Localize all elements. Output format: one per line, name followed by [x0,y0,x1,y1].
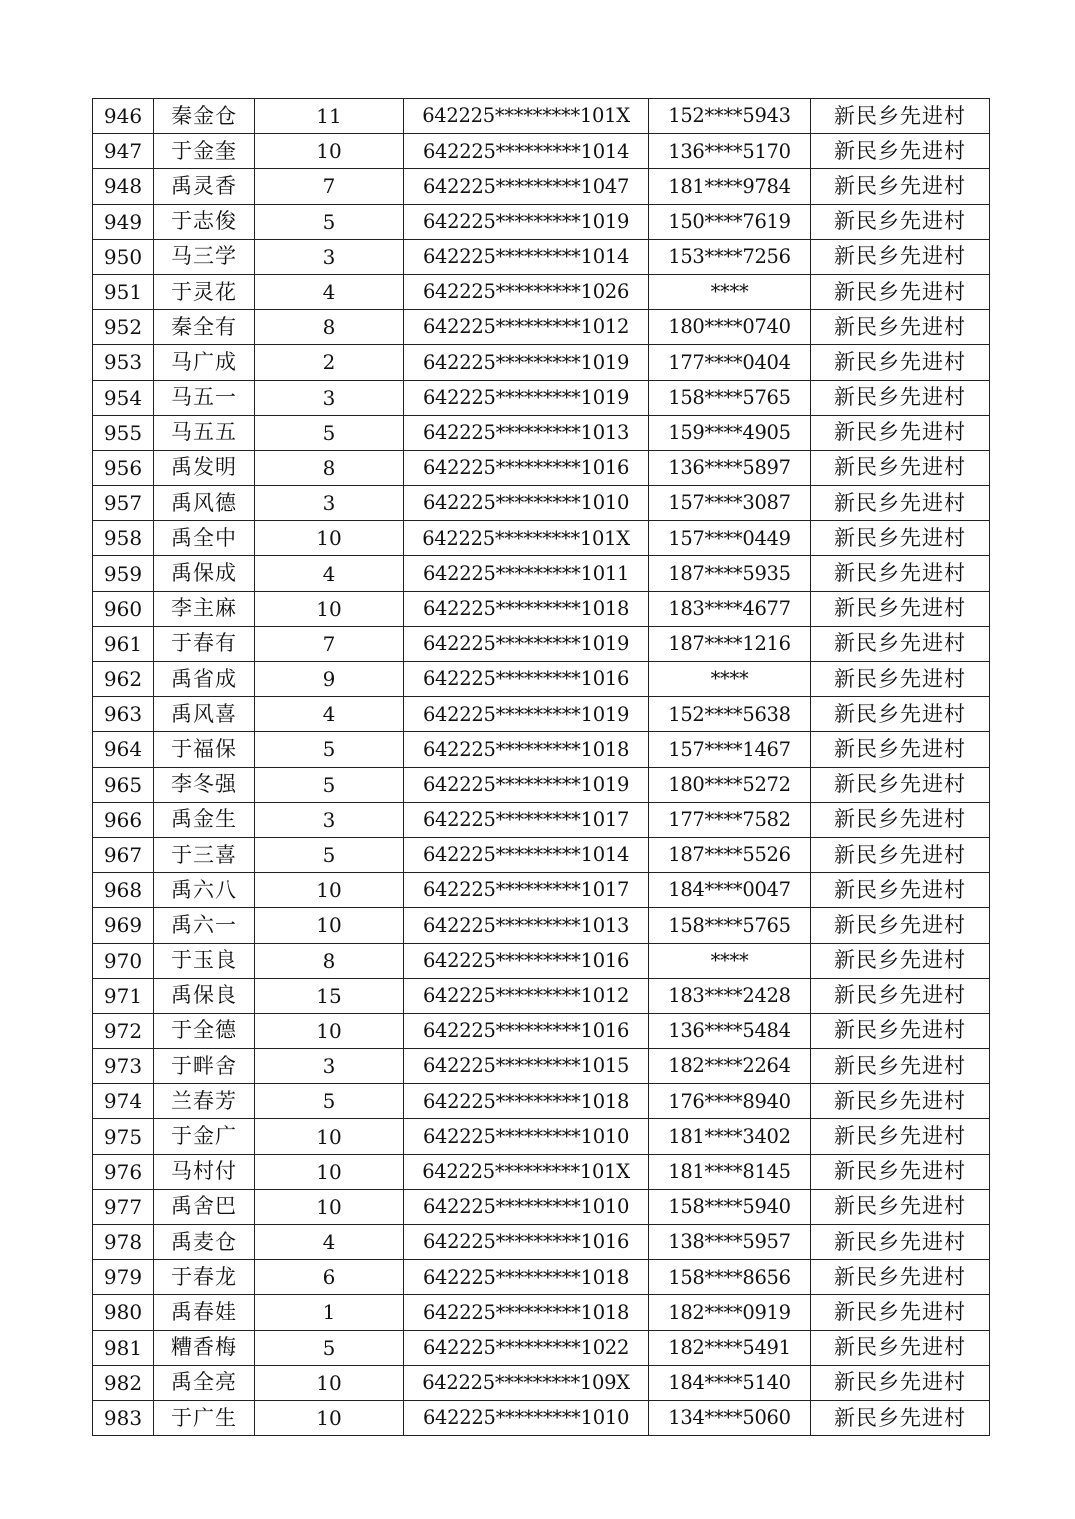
id-number-cell: 642225*********1016 [404,450,649,485]
count-cell: 10 [255,521,404,556]
phone-cell: 136****5484 [649,1013,811,1048]
phone-cell: 136****5897 [649,450,811,485]
phone-cell: 157****3087 [649,486,811,521]
table-row [93,521,990,556]
table-row [93,1260,990,1295]
count-cell: 5 [255,1084,404,1119]
row-number-cell: 983 [93,1400,154,1435]
id-number-cell: 642225*********1018 [404,1084,649,1119]
phone-cell: 158****5940 [649,1189,811,1224]
name-cell: 禹灵香 [154,169,255,204]
name-cell: 禹金生 [154,802,255,837]
table-row [93,1049,990,1084]
count-cell: 15 [255,978,404,1013]
phone-cell: 187****5935 [649,556,811,591]
count-cell: 4 [255,1225,404,1260]
village-cell: 新民乡先进村 [811,450,990,485]
row-number-cell: 951 [93,274,154,309]
count-cell: 10 [255,1119,404,1154]
id-number-cell: 642225*********1018 [404,1295,649,1330]
id-number-cell: 642225*********1012 [404,310,649,345]
id-number-cell: 642225*********1047 [404,169,649,204]
phone-cell: 177****7582 [649,802,811,837]
id-number-cell: 642225*********1013 [404,415,649,450]
name-cell: 于玉良 [154,943,255,978]
id-number-cell: 642225*********1013 [404,908,649,943]
village-cell: 新民乡先进村 [811,310,990,345]
id-number-cell: 642225*********1018 [404,1260,649,1295]
table-row [93,450,990,485]
row-number-cell: 957 [93,486,154,521]
name-cell: 糟香梅 [154,1330,255,1365]
table-row [93,134,990,169]
count-cell: 10 [255,1365,404,1400]
name-cell: 于春有 [154,626,255,661]
table-row [93,591,990,626]
phone-cell: 187****5526 [649,837,811,872]
id-number-cell: 642225*********101X [404,1154,649,1189]
id-number-cell: 642225*********1014 [404,837,649,872]
table-row [93,873,990,908]
name-cell: 于金广 [154,1119,255,1154]
table-row [93,732,990,767]
table-row [93,169,990,204]
village-cell: 新民乡先进村 [811,274,990,309]
village-cell: 新民乡先进村 [811,380,990,415]
row-number-cell: 971 [93,978,154,1013]
village-cell: 新民乡先进村 [811,486,990,521]
phone-cell: 157****0449 [649,521,811,556]
count-cell: 3 [255,486,404,521]
phone-cell: 150****7619 [649,204,811,239]
phone-cell: **** [649,274,811,309]
row-number-cell: 977 [93,1189,154,1224]
phone-cell: 152****5638 [649,697,811,732]
id-number-cell: 642225*********1011 [404,556,649,591]
id-number-cell: 642225*********1010 [404,486,649,521]
table-row [93,943,990,978]
count-cell: 11 [255,99,404,134]
village-cell: 新民乡先进村 [811,99,990,134]
count-cell: 6 [255,1260,404,1295]
table-row [93,1365,990,1400]
village-cell: 新民乡先进村 [811,204,990,239]
count-cell: 5 [255,1330,404,1365]
id-number-cell: 642225*********101X [404,521,649,556]
id-number-cell: 642225*********1010 [404,1119,649,1154]
phone-cell: **** [649,662,811,697]
village-cell: 新民乡先进村 [811,1154,990,1189]
name-cell: 禹风喜 [154,697,255,732]
id-number-cell: 642225*********1016 [404,662,649,697]
count-cell: 10 [255,1400,404,1435]
roster-table [92,98,990,1436]
name-cell: 禹六一 [154,908,255,943]
count-cell: 10 [255,908,404,943]
phone-cell: **** [649,943,811,978]
count-cell: 5 [255,204,404,239]
row-number-cell: 960 [93,591,154,626]
name-cell: 秦金仓 [154,99,255,134]
village-cell: 新民乡先进村 [811,239,990,274]
row-number-cell: 981 [93,1330,154,1365]
phone-cell: 180****5272 [649,767,811,802]
village-cell: 新民乡先进村 [811,626,990,661]
village-cell: 新民乡先进村 [811,345,990,380]
row-number-cell: 968 [93,873,154,908]
id-number-cell: 642225*********1010 [404,1400,649,1435]
table-row [93,274,990,309]
row-number-cell: 952 [93,310,154,345]
phone-cell: 181****9784 [649,169,811,204]
name-cell: 于广生 [154,1400,255,1435]
phone-cell: 134****5060 [649,1400,811,1435]
id-number-cell: 642225*********1017 [404,873,649,908]
table-row [93,1154,990,1189]
name-cell: 马广成 [154,345,255,380]
table-row [93,1330,990,1365]
name-cell: 于春龙 [154,1260,255,1295]
table-row [93,1189,990,1224]
count-cell: 8 [255,943,404,978]
name-cell: 于灵花 [154,274,255,309]
table-row [93,486,990,521]
row-number-cell: 970 [93,943,154,978]
table-row [93,380,990,415]
count-cell: 8 [255,310,404,345]
name-cell: 于畔舍 [154,1049,255,1084]
id-number-cell: 642225*********101X [404,99,649,134]
count-cell: 10 [255,591,404,626]
village-cell: 新民乡先进村 [811,1225,990,1260]
name-cell: 禹麦仓 [154,1225,255,1260]
row-number-cell: 953 [93,345,154,380]
row-number-cell: 966 [93,802,154,837]
table-row [93,697,990,732]
name-cell: 禹保成 [154,556,255,591]
row-number-cell: 963 [93,697,154,732]
count-cell: 10 [255,1013,404,1048]
row-number-cell: 962 [93,662,154,697]
table-row [93,204,990,239]
name-cell: 禹六八 [154,873,255,908]
id-number-cell: 642225*********1017 [404,802,649,837]
id-number-cell: 642225*********1016 [404,943,649,978]
phone-cell: 138****5957 [649,1225,811,1260]
count-cell: 3 [255,802,404,837]
row-number-cell: 975 [93,1119,154,1154]
phone-cell: 153****7256 [649,239,811,274]
name-cell: 禹春娃 [154,1295,255,1330]
phone-cell: 158****8656 [649,1260,811,1295]
name-cell: 李主麻 [154,591,255,626]
row-number-cell: 973 [93,1049,154,1084]
name-cell: 于全德 [154,1013,255,1048]
row-number-cell: 961 [93,626,154,661]
id-number-cell: 642225*********1018 [404,591,649,626]
phone-cell: 184****0047 [649,873,811,908]
row-number-cell: 972 [93,1013,154,1048]
phone-cell: 157****1467 [649,732,811,767]
name-cell: 禹风德 [154,486,255,521]
row-number-cell: 950 [93,239,154,274]
table-row [93,837,990,872]
id-number-cell: 642225*********1016 [404,1013,649,1048]
table-row [93,767,990,802]
phone-cell: 182****5491 [649,1330,811,1365]
id-number-cell: 642225*********1012 [404,978,649,1013]
count-cell: 7 [255,169,404,204]
phone-cell: 184****5140 [649,1365,811,1400]
row-number-cell: 978 [93,1225,154,1260]
name-cell: 禹省成 [154,662,255,697]
row-number-cell: 954 [93,380,154,415]
row-number-cell: 964 [93,732,154,767]
village-cell: 新民乡先进村 [811,697,990,732]
table-row [93,1119,990,1154]
row-number-cell: 959 [93,556,154,591]
name-cell: 禹舍巴 [154,1189,255,1224]
village-cell: 新民乡先进村 [811,556,990,591]
village-cell: 新民乡先进村 [811,943,990,978]
count-cell: 4 [255,697,404,732]
row-number-cell: 980 [93,1295,154,1330]
phone-cell: 180****0740 [649,310,811,345]
row-number-cell: 956 [93,450,154,485]
village-cell: 新民乡先进村 [811,732,990,767]
id-number-cell: 642225*********109X [404,1365,649,1400]
village-cell: 新民乡先进村 [811,1119,990,1154]
village-cell: 新民乡先进村 [811,873,990,908]
village-cell: 新民乡先进村 [811,134,990,169]
village-cell: 新民乡先进村 [811,1260,990,1295]
phone-cell: 183****2428 [649,978,811,1013]
village-cell: 新民乡先进村 [811,415,990,450]
phone-cell: 158****5765 [649,908,811,943]
row-number-cell: 974 [93,1084,154,1119]
phone-cell: 182****0919 [649,1295,811,1330]
count-cell: 4 [255,274,404,309]
id-number-cell: 642225*********1026 [404,274,649,309]
table-row [93,1013,990,1048]
row-number-cell: 955 [93,415,154,450]
id-number-cell: 642225*********1019 [404,697,649,732]
row-number-cell: 947 [93,134,154,169]
phone-cell: 176****8940 [649,1084,811,1119]
table-row [93,626,990,661]
village-cell: 新民乡先进村 [811,978,990,1013]
phone-cell: 159****4905 [649,415,811,450]
phone-cell: 158****5765 [649,380,811,415]
count-cell: 3 [255,1049,404,1084]
count-cell: 5 [255,767,404,802]
count-cell: 8 [255,450,404,485]
table-row [93,415,990,450]
id-number-cell: 642225*********1019 [404,626,649,661]
count-cell: 5 [255,837,404,872]
village-cell: 新民乡先进村 [811,169,990,204]
row-number-cell: 967 [93,837,154,872]
name-cell: 兰春芳 [154,1084,255,1119]
count-cell: 3 [255,239,404,274]
count-cell: 10 [255,1189,404,1224]
count-cell: 10 [255,134,404,169]
table-row [93,1295,990,1330]
name-cell: 于志俊 [154,204,255,239]
table-row [93,556,990,591]
village-cell: 新民乡先进村 [811,1330,990,1365]
count-cell: 10 [255,1154,404,1189]
village-cell: 新民乡先进村 [811,767,990,802]
name-cell: 禹全亮 [154,1365,255,1400]
name-cell: 于金奎 [154,134,255,169]
table-row [93,1225,990,1260]
village-cell: 新民乡先进村 [811,1013,990,1048]
row-number-cell: 958 [93,521,154,556]
name-cell: 于三喜 [154,837,255,872]
name-cell: 秦全有 [154,310,255,345]
id-number-cell: 642225*********1014 [404,239,649,274]
id-number-cell: 642225*********1019 [404,204,649,239]
row-number-cell: 965 [93,767,154,802]
count-cell: 1 [255,1295,404,1330]
id-number-cell: 642225*********1022 [404,1330,649,1365]
row-number-cell: 946 [93,99,154,134]
id-number-cell: 642225*********1019 [404,767,649,802]
id-number-cell: 642225*********1010 [404,1189,649,1224]
id-number-cell: 642225*********1015 [404,1049,649,1084]
count-cell: 5 [255,415,404,450]
phone-cell: 187****1216 [649,626,811,661]
id-number-cell: 642225*********1016 [404,1225,649,1260]
name-cell: 马村付 [154,1154,255,1189]
count-cell: 10 [255,873,404,908]
table-row [93,310,990,345]
table-row [93,662,990,697]
village-cell: 新民乡先进村 [811,1365,990,1400]
name-cell: 李冬强 [154,767,255,802]
count-cell: 4 [255,556,404,591]
phone-cell: 152****5943 [649,99,811,134]
name-cell: 马三学 [154,239,255,274]
village-cell: 新民乡先进村 [811,802,990,837]
phone-cell: 182****2264 [649,1049,811,1084]
phone-cell: 181****8145 [649,1154,811,1189]
id-number-cell: 642225*********1018 [404,732,649,767]
id-number-cell: 642225*********1019 [404,345,649,380]
id-number-cell: 642225*********1014 [404,134,649,169]
table-row [93,345,990,380]
table-row [93,908,990,943]
village-cell: 新民乡先进村 [811,908,990,943]
phone-cell: 183****4677 [649,591,811,626]
village-cell: 新民乡先进村 [811,1295,990,1330]
table-row [93,1084,990,1119]
village-cell: 新民乡先进村 [811,1084,990,1119]
village-cell: 新民乡先进村 [811,521,990,556]
table-row [93,1400,990,1435]
name-cell: 禹发明 [154,450,255,485]
village-cell: 新民乡先进村 [811,837,990,872]
count-cell: 3 [255,380,404,415]
village-cell: 新民乡先进村 [811,1049,990,1084]
row-number-cell: 976 [93,1154,154,1189]
name-cell: 马五五 [154,415,255,450]
count-cell: 2 [255,345,404,380]
village-cell: 新民乡先进村 [811,662,990,697]
phone-cell: 181****3402 [649,1119,811,1154]
count-cell: 9 [255,662,404,697]
phone-cell: 177****0404 [649,345,811,380]
village-cell: 新民乡先进村 [811,1189,990,1224]
village-cell: 新民乡先进村 [811,1400,990,1435]
count-cell: 7 [255,626,404,661]
table-row [93,978,990,1013]
table-row [93,99,990,134]
row-number-cell: 979 [93,1260,154,1295]
name-cell: 马五一 [154,380,255,415]
count-cell: 5 [255,732,404,767]
table-row [93,239,990,274]
name-cell: 禹全中 [154,521,255,556]
row-number-cell: 948 [93,169,154,204]
row-number-cell: 969 [93,908,154,943]
name-cell: 于福保 [154,732,255,767]
name-cell: 禹保良 [154,978,255,1013]
row-number-cell: 949 [93,204,154,239]
village-cell: 新民乡先进村 [811,591,990,626]
id-number-cell: 642225*********1019 [404,380,649,415]
table-row [93,802,990,837]
row-number-cell: 982 [93,1365,154,1400]
phone-cell: 136****5170 [649,134,811,169]
roster-table-body [93,99,990,1436]
